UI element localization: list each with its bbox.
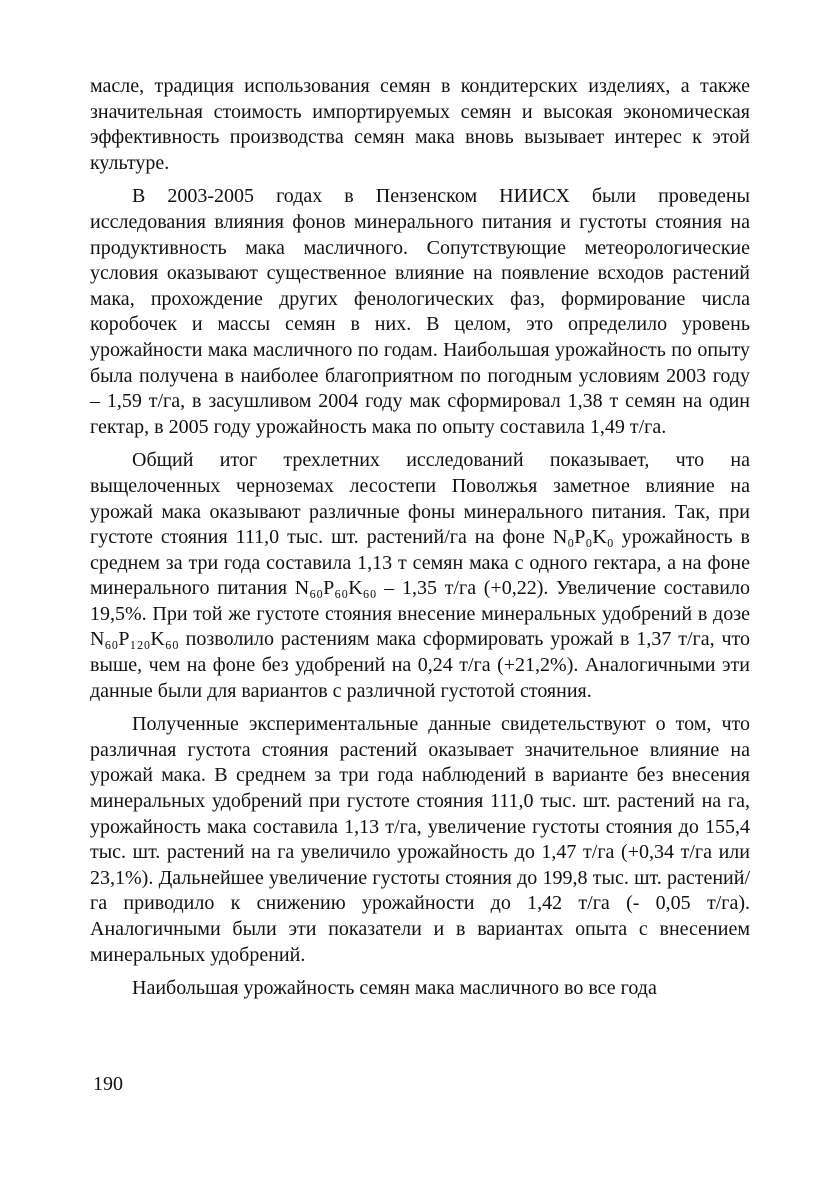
paragraph-plant-density: Полученные экспериментальные данные свидетельствуют о том, что различная густота стояния растений оказывает значительное влияние на урожай мака. В среднем за три года наблюдений в варианте без внесения минеральных удобрений при густоте стояния 111,0 тыс. шт. растений на га, урожайность мака составила 1,13 т/га, увеличение густоты стояния до 155,4 тыс. шт. растений на га увеличило урожайность до 1,47 т/га (+0,34 т/га или 23,1%). Дальнейшее увеличение густоты стояния до 199,8 тыс. шт. растений/га приводило к снижению урожайности до 1,42 т/га (- 0,05 т/га). Аналогичными были эти показатели и в вариантах опыта с внесением минеральных удобрений. (90, 713, 750, 966)
page-body (90, 74, 750, 1010)
paragraph-continuation: масле, традиция использования семян в кондитерских изделиях, а также значительная стоимость импортируемых семян и высокая экономическая эффективность производства семян мака вновь вызывает интерес к этой культуре. (90, 75, 750, 174)
paragraph-mineral-nutrition: Общий итог трехлетних исследований показывает, что на выщелоченных черноземах лесостепи Поволжья заметное влияние на урожай мака оказывают различные фоны минерального питания. Так, при густоте стояния 111,0 тыс. шт. растений/га на фоне N₀P₀K₀ урожайность в среднем за три года составила 1,13 т семян мака с одного гектара, а на фоне минерального питания N₆₀P₆₀K₆₀ – 1,35 т/га (+0,22). Увеличение составило 19,5%. При той же густоте стояния внесение минеральных удобрений в дозе N₆₀P₁₂₀K₆₀ позволило растениям мака сформировать урожай в 1,37 т/га, что выше, чем на фоне без удобрений на 0,24 т/га (+21,2%). Аналогичными эти данные были для вариантов с различной густотой стояния. (90, 449, 750, 702)
paragraph-highest-yield: Наибольшая урожайность семян мака масличного во все года (132, 977, 657, 1000)
page-number: 190 (93, 1073, 123, 1095)
paragraph-study-description: В 2003-2005 годах в Пензенском НИИСХ были проведены исследования влияния фонов минерального питания и густоты стояния на продуктивность мака масличного. Сопутствующие метеорологические условия оказывают существенное влияние на появление всходов растений мака, прохождение других фенологических фаз, формирование числа коробочек и массы семян в них. В целом, это определило уровень урожайности мака масличного по годам. Наибольшая урожайность по опыту была получена в наиболее благоприятном по погодным условиям 2003 году – 1,59 т/га, в засушливом 2004 году мак сформировал 1,38 т семян на один гектар, в 2005 году урожайность мака по опыту составила 1,49 т/га. (90, 185, 750, 438)
